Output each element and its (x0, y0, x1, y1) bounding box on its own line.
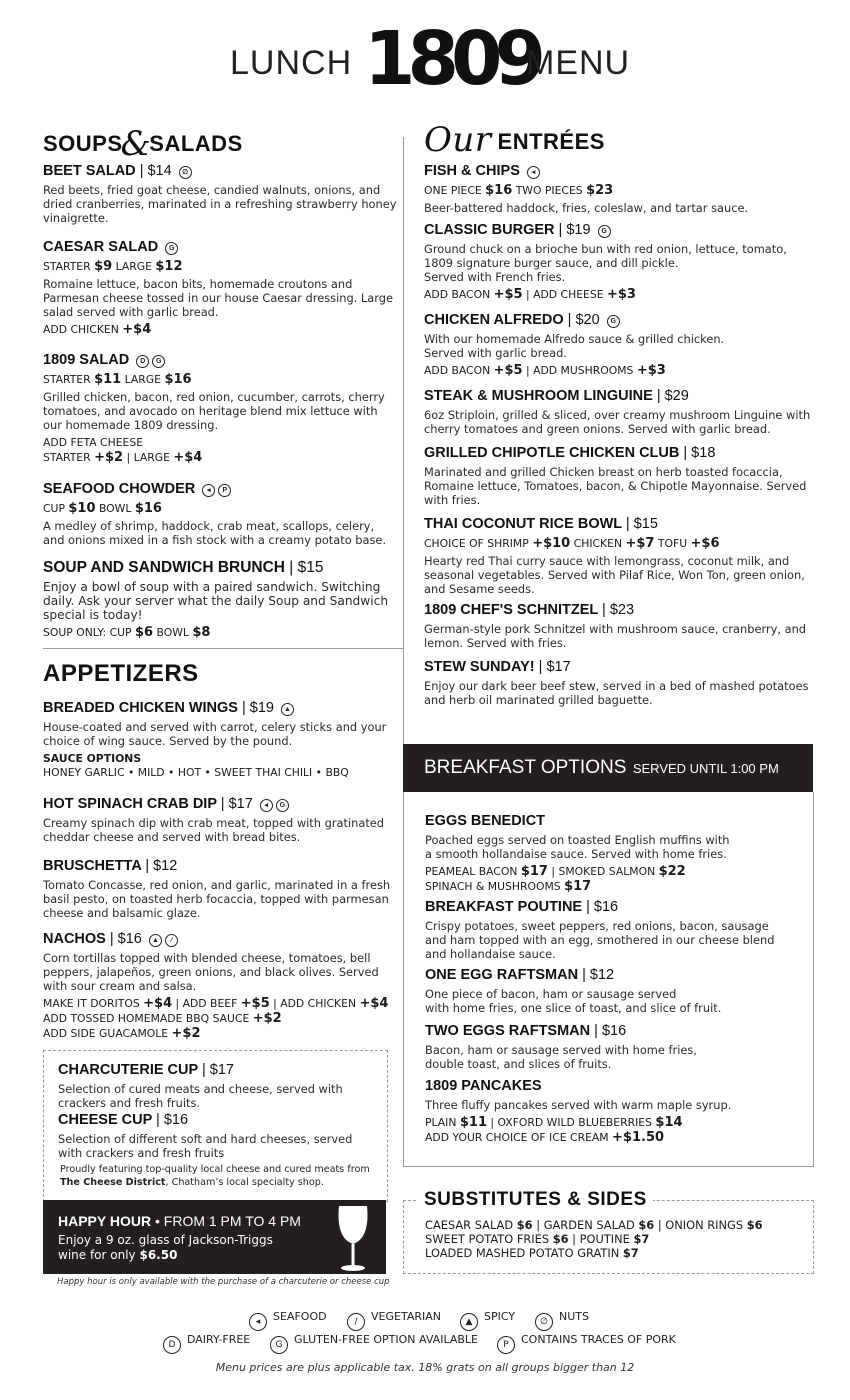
entree-item-6: 1809 CHEF'S SCHNITZEL | $23 German-style pork Schnitzel with mushroom sauce, cranberry, and lemon. Served with fries. (424, 602, 807, 650)
breakfast-item-3: TWO EGGS RAFTSMAN | $16 Bacon, ham or sausage served with home fries, double toast, and slices of fruits. (425, 1023, 697, 1071)
soups-item-2: 1809 SALAD D G STARTER $11 LARGE $16 Grilled chicken, bacon, red onion, cucumber, carrots, cherry tomatoes, and avocado on heritage blend mix lettuce with our homemade 1809 dressing. ADD FETA CHEESE STARTER +$2 | LARGE +$4 (43, 352, 385, 465)
seafood-icon: ◂ (527, 166, 540, 179)
breakfast-title: BREAKFAST OPTIONS (424, 757, 627, 778)
dairy-free-icon: D (163, 1336, 181, 1354)
breakfast-banner (403, 744, 813, 792)
happy-hour-banner: HAPPY HOUR • FROM 1 PM TO 4 PM Enjoy a 9 oz. glass of Jackson-Triggs wine for only $6.50 (43, 1200, 386, 1274)
soups-item-0: BEET SALAD | $14 ∅ Red beets, fried goat cheese, candied walnuts, onions, and dried cranberries, marinated in a refreshing strawberry honey vinaigrette. (43, 163, 397, 225)
dairy-free-icon: D (136, 355, 149, 368)
entree-item-0: FISH & CHIPS ◂ ONE PIECE $16 TWO PIECES $23 Beer-battered haddock, fries, coleslaw, and tartar sauce. (424, 163, 749, 215)
soups-item-1: CAESAR SALAD G STARTER $9 LARGE $12 Romaine lettuce, bacon bits, homemade croutons and Parmesan cheese tossed in our house Caesar dressing. Large salad served with garlic bread. ADD CHICKEN +$4 (43, 239, 393, 337)
breakfast-item-1: BREAKFAST POUTINE | $16 Crispy potatoes, sweet peppers, red onions, bacon, sausage and ham topped with an egg, smothered in our cheese blend and hollandaise sauce. (425, 899, 775, 961)
wine-glass-icon (333, 1204, 373, 1274)
appetizer-item-3: NACHOS | $16 ▲ ∕ Corn tortillas topped with blended cheese, tomatoes, bell peppers, jalapeños, green onions, and black olives. Served with sour cream and salsa. MAKE IT DORITOS +$4 | ADD BEEF +$5 | ADD CHICKEN +$4 ADD TOSSED HOMEMADE BBQ SAUCE +$2 ADD SIDE GUACAMOLE +$2 (43, 931, 389, 1041)
pork-icon: P (497, 1336, 515, 1354)
legend-vegetarian: ∕ VEGETARIAN (347, 1310, 441, 1331)
nuts-icon: ∅ (179, 166, 192, 179)
gluten-free-icon: G (165, 242, 178, 255)
appetizer-item-0: BREADED CHICKEN WINGS | $19 ▲ House-coated and served with carrot, celery sticks and your choice of wing sauce. Served by the pound. SAUCE OPTIONS HONEY GARLIC • MILD • HOT • SWEET THAI CHILI • BBQ (43, 700, 387, 779)
logo-1809: 1809 (364, 16, 538, 102)
legend-nuts: ∅ NUTS (535, 1310, 589, 1331)
soups-item-4: SOUP AND SANDWICH BRUNCH | $15 Enjoy a bowl of soup with a paired sandwich. Switching daily. Ask your server what the daily Soup and Sandwich special is today! SOUP ONLY: CUP $6 BOWL $8 (43, 559, 389, 640)
legend-pork: P CONTAINS TRACES OF PORK (497, 1333, 676, 1354)
sides-list: CAESAR SALAD $6 | GARDEN SALAD $6 | ONION RINGS $6 SWEET POTATO FRIES $6 | POUTINE $7 LOADED MASHED POTATO GRATIN $7 (425, 1218, 763, 1260)
header-lunch: LUNCH (230, 44, 353, 82)
entree-item-7: STEW SUNDAY! | $17 Enjoy our dark beer beef stew, served in a bed of mashed potatoes and herb oil marinated grilled baguette. (424, 659, 809, 707)
entree-item-1: CLASSIC BURGER | $19 G Ground chuck on a brioche bun with red onion, lettuce, tomato, 1809 signature burger sauce, and dill pickle. Served with French fries. ADD BACON +$5 | ADD CHEESE +$3 (424, 222, 787, 302)
breakfast-item-0: EGGS BENEDICT Poached eggs served on toasted English muffins with a smooth hollandaise sauce. Served with home fries. PEAMEAL BACON $17 | SMOKED SALMON $22 SPINACH & MUSHROOMS $17 (425, 813, 730, 894)
legend-gluten-free: G GLUTEN-FREE OPTION AVAILABLE (270, 1333, 478, 1354)
entree-item-3: STEAK & MUSHROOM LINGUINE | $29 6oz Striploin, grilled & sliced, over creamy mushroom Linguine with cherry tomatoes and green onions. Served with garlic bread. (424, 388, 811, 436)
seafood-icon: ◂ (260, 799, 273, 812)
legend-seafood: ◂ SEAFOOD (249, 1310, 327, 1331)
cheese-district-note: Proudly featuring top-quality local cheese and cured meats from The Cheese District, Chatham’s local specialty shop. (60, 1164, 370, 1188)
gluten-free-icon: G (598, 225, 611, 238)
section-divider (43, 648, 403, 649)
entree-item-5: THAI COCONUT RICE BOWL | $15 CHOICE OF SHRIMP +$10 CHICKEN +$7 TOFU +$6 Hearty red Thai curry sauce with lemongrass, coconut milk, and seasonal vegetables. Served with Pilaf Rice, Won Ton, green onion, and Sesame seeds. (424, 516, 805, 596)
breakfast-item-2: ONE EGG RAFTSMAN | $12 One piece of bacon, ham or sausage served with home fries, one slice of toast, and slice of fruit. (425, 967, 722, 1015)
legend-spicy: ▲ SPICY (460, 1310, 515, 1331)
header-menu: MENU (526, 44, 631, 82)
happy-hour-time: • FROM 1 PM TO 4 PM (154, 1213, 301, 1229)
breakfast-item-4: 1809 PANCAKES Three fluffy pancakes served with warm maple syrup. PLAIN $11 | OXFORD WILD BLUEBERRIES $14 ADD YOUR CHOICE OF ICE CREAM +$1.50 (425, 1078, 732, 1145)
gluten-free-icon: G (607, 315, 620, 328)
spicy-icon: ▲ (149, 934, 162, 947)
charcuterie-item-1: CHEESE CUP | $16 Selection of different soft and hard cheeses, served with crackers and fresh fruits (58, 1112, 353, 1160)
gluten-free-icon: G (270, 1336, 288, 1354)
soups-item-3: SEAFOOD CHOWDER ◂ P CUP $10 BOWL $16 A medley of shrimp, haddock, crab meat, scallops, celery, and onions mixed in a fish stock with a creamy potato base. (43, 481, 387, 547)
soups-salads-title: SOUPS&SALADS (43, 124, 243, 164)
entree-item-2: CHICKEN ALFREDO | $20 G With our homemade Alfredo sauce & grilled chicken. Served with garlic bread. ADD BACON +$5 | ADD MUSHROOMS +$3 (424, 312, 725, 378)
vegetarian-icon: ∕ (165, 934, 178, 947)
appetizers-title: APPETIZERS (43, 660, 199, 687)
nuts-icon: ∅ (535, 1313, 553, 1331)
seafood-icon: ◂ (249, 1313, 267, 1331)
gluten-free-icon: G (152, 355, 165, 368)
entree-item-4: GRILLED CHIPOTLE CHICKEN CLUB | $18 Marinated and grilled Chicken breast on herb toasted focaccia, Romaine lettuce, Tomatoes, bacon, & Chipotle Mayonnaise. Served with fries. (424, 445, 807, 507)
appetizer-item-1: HOT SPINACH CRAB DIP | $17 ◂ G Creamy spinach dip with crab meat, topped with gratinated cheddar cheese and served with bread bites. (43, 796, 385, 844)
charcuterie-item-0: CHARCUTERIE CUP | $17 Selection of cured meats and cheese, served with crackers and fresh fruits. (58, 1062, 343, 1110)
seafood-icon: ◂ (202, 484, 215, 497)
happy-hour-footnote: Happy hour is only available with the purchase of a charcuterie or cheese cup (57, 1277, 390, 1287)
column-divider (403, 137, 404, 747)
footer-note: Menu prices are plus applicable tax. 18% grats on all groups bigger than 12 (215, 1361, 635, 1374)
breakfast-subtitle: SERVED UNTIL 1:00 PM (632, 761, 779, 776)
vegetarian-icon: ∕ (347, 1313, 365, 1331)
entrees-title: Our ENTRÉES (424, 120, 605, 160)
pork-icon: P (218, 484, 231, 497)
spicy-icon: ▲ (460, 1313, 478, 1331)
sides-title: SUBSTITUTES & SIDES (418, 1189, 653, 1211)
gluten-free-icon: G (276, 799, 289, 812)
legend-dairy-free: D DAIRY-FREE (163, 1333, 250, 1354)
spicy-icon: ▲ (281, 703, 294, 716)
happy-hour-title: HAPPY HOUR (58, 1213, 152, 1229)
appetizer-item-2: BRUSCHETTA | $12 Tomato Concasse, red onion, and garlic, marinated in a fresh basil pesto, on toasted herb focaccia, topped with parmesan cheese and balsamic glaze. (43, 858, 391, 920)
